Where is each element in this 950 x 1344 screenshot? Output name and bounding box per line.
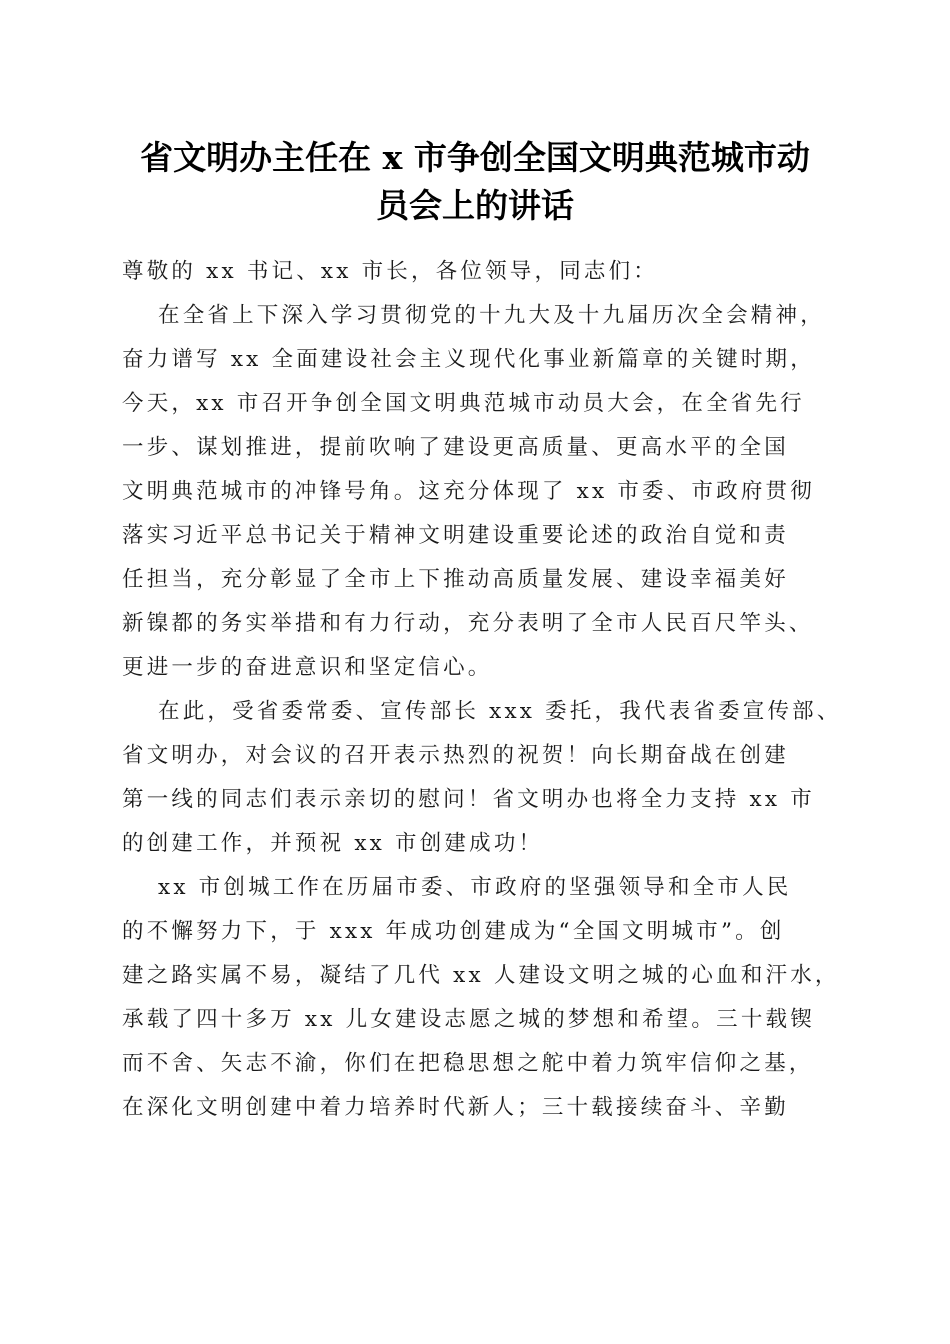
paragraph-3-line: xx 市创城工作在历届市委、市政府的坚强领导和全市人民 [158, 875, 792, 900]
document-body [122, 250, 842, 1130]
salutation: 尊敬的 xx 书记、xx 市长，各位领导，同志们： [122, 259, 659, 284]
paragraph-1-line: 文明典范城市的冲锋号角。这充分体现了 xx 市委、市政府贯彻 [122, 479, 815, 504]
title-line-1: 省文明办主任在 x 市争创全国文明典范城市动 [140, 138, 810, 177]
paragraph-3-line: 承载了四十多万 xx 儿女建设志愿之城的梦想和希望。三十载锲 [122, 1007, 815, 1032]
paragraph-1-line: 奋力谱写 xx 全面建设社会主义现代化事业新篇章的关键时期， [122, 347, 815, 372]
paragraph-2-line: 省文明办，对会议的召开表示热烈的祝贺！向长期奋战在创建 [122, 743, 789, 768]
paragraph-1-line: 在全省上下深入学习贯彻党的十九大及十九届历次全会精神， [158, 303, 825, 328]
document-title [110, 134, 840, 230]
paragraph-3-line: 建之路实属不易，凝结了几代 xx 人建设文明之城的心血和汗水， [122, 963, 840, 988]
paragraph-3-line: 在深化文明创建中着力培养时代新人；三十载接续奋斗、辛勤 [122, 1095, 789, 1120]
paragraph-1-line: 一步、谋划推进，提前吹响了建设更高质量、更高水平的全国 [122, 435, 789, 460]
paragraph-1-line: 更进一步的奋进意识和坚定信心。 [122, 655, 493, 680]
paragraph-1-line: 落实习近平总书记关于精神文明建设重要论述的政治自觉和责 [122, 523, 789, 548]
paragraph-2-line: 在此，受省委常委、宣传部长 xxx 委托，我代表省委宣传部、 [158, 699, 842, 724]
paragraph-3-line: 的不懈努力下，于 xxx 年成功创建成为“全国文明城市”。创 [122, 919, 785, 944]
paragraph-1-line: 新镍都的务实举措和有力行动，充分表明了全市人民百尺竿头、 [122, 611, 814, 636]
paragraph-3-line: 而不舍、矢志不渝，你们在把稳思想之舵中着力筑牢信仰之基， [122, 1051, 814, 1076]
title-line-2: 员会上的讲话 [376, 186, 574, 225]
paragraph-1-line: 今天，xx 市召开争创全国文明典范城市动员大会，在全省先行 [122, 391, 805, 416]
paragraph-2-line: 第一线的同志们表示亲切的慰问！省文明办也将全力支持 xx 市 [122, 787, 815, 812]
paragraph-1-line: 任担当，充分彰显了全市上下推动高质量发展、建设幸福美好 [122, 567, 789, 592]
paragraph-2-line: 的创建工作，并预祝 xx 市创建成功！ [122, 831, 544, 856]
